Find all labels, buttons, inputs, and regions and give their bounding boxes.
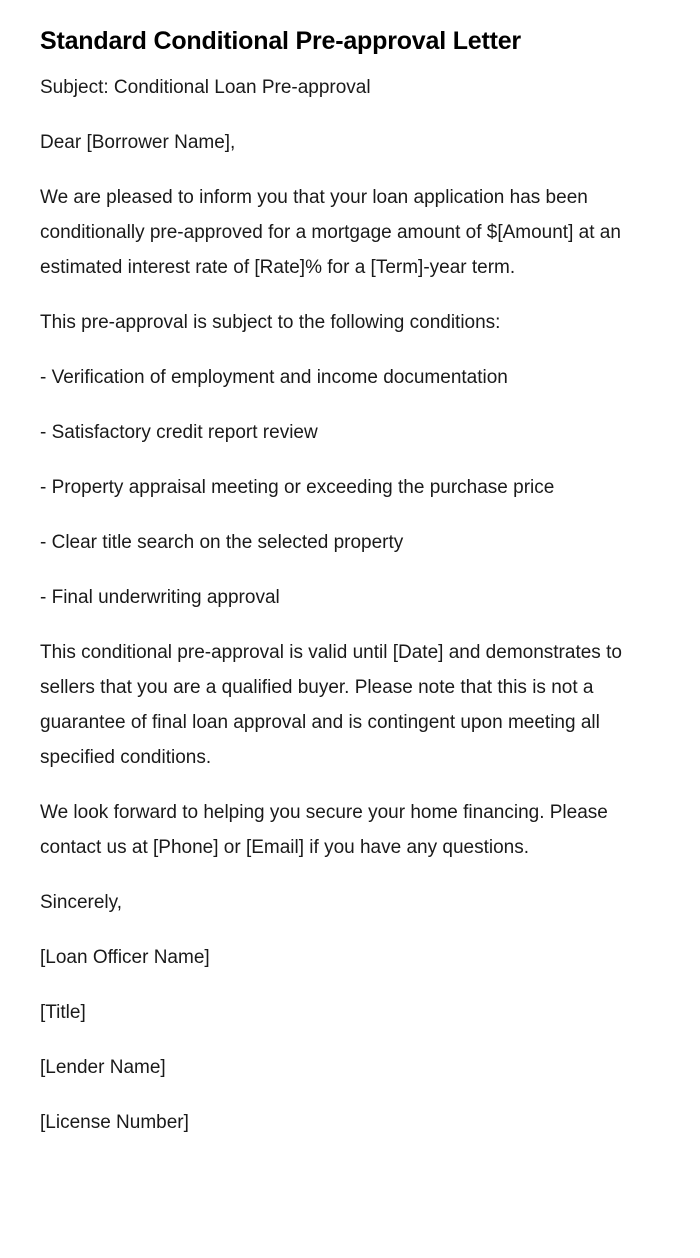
condition-item: - Clear title search on the selected property [40,532,404,553]
signature-license-number: [License Number] [40,1112,189,1133]
signature-title: [Title] [40,1002,86,1023]
condition-item: - Verification of employment and income documentation [40,367,508,388]
signature-lender-name: [Lender Name] [40,1057,166,1078]
letter-greeting: Dear [Borrower Name], [40,132,236,153]
validity-paragraph: This conditional pre-approval is valid until [Date] and demonstrates to sellers that you are a qualified buyer. Please note that this is not a guarantee of final loan approval and is contingent upon meeting all specified conditions. [40,642,622,768]
condition-item: - Property appraisal meeting or exceeding the purchase price [40,477,555,498]
condition-item: - Final underwriting approval [40,587,280,608]
letter-title: Standard Conditional Pre-approval Letter [40,27,521,55]
conditions-intro: This pre-approval is subject to the following conditions: [40,312,501,333]
letter-subject: Subject: Conditional Loan Pre-approval [40,77,371,98]
condition-item: - Satisfactory credit report review [40,422,318,443]
signoff: Sincerely, [40,892,123,913]
closing-paragraph: We look forward to helping you secure your home financing. Please contact us at [Phone] or [Email] if you have any questions. [40,802,608,858]
letter-intro-paragraph: We are pleased to inform you that your loan application has been conditionally pre-approved for a mortgage amount of $[Amount] at an estimated interest rate of [Rate]% for a [Term]-year term. [40,187,621,278]
letter-document [40,23,640,1160]
signature-officer-name: [Loan Officer Name] [40,947,210,968]
